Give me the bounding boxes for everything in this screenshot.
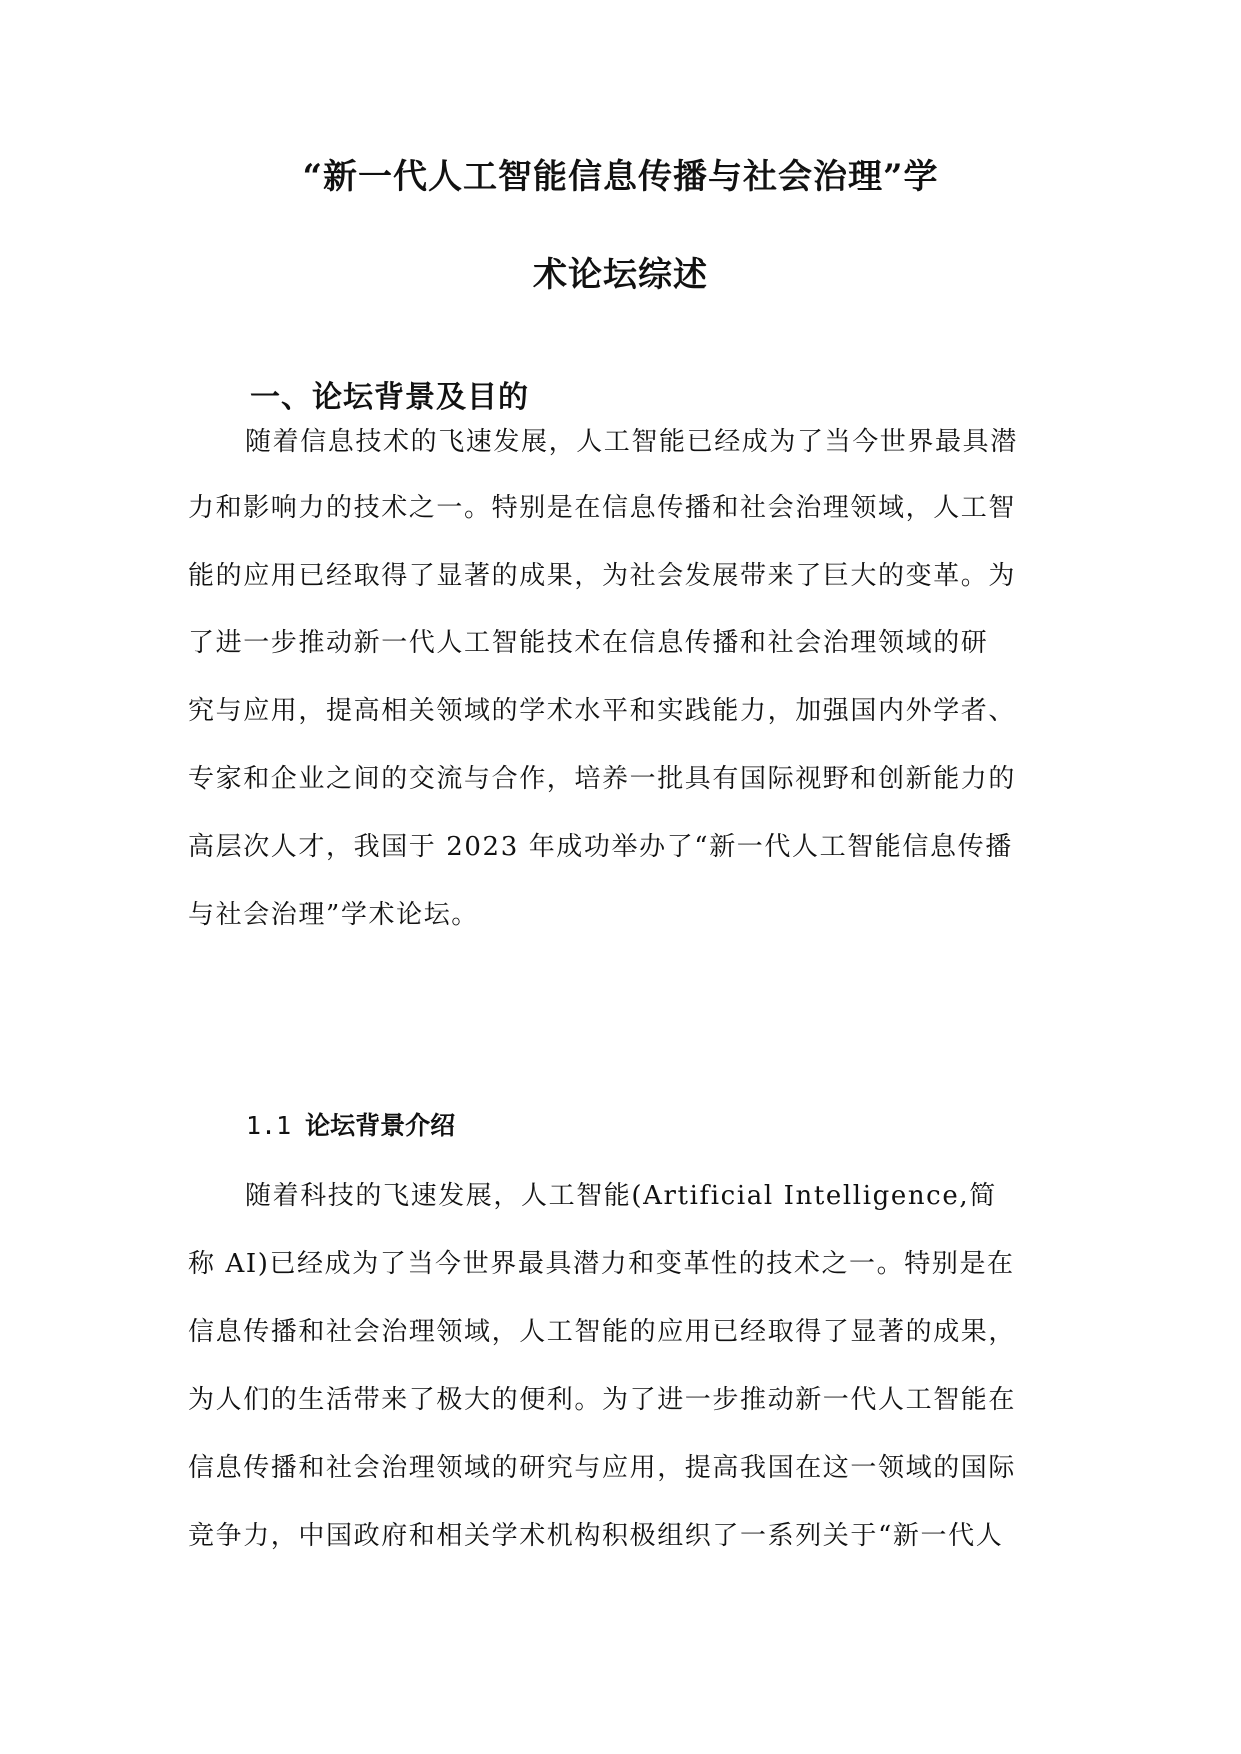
document-title-line-2: 术论坛综述	[533, 255, 708, 295]
subsection-title: 论坛背景介绍	[305, 1111, 456, 1140]
section-heading: 一、论坛背景及目的	[250, 380, 529, 415]
paragraph-line: 能的应用已经取得了显著的成果，为社会发展带来了巨大的变革。为	[188, 561, 1017, 591]
paragraph-line: 力和影响力的技术之一。特别是在信息传播和社会治理领域，人工智	[188, 493, 1017, 523]
paragraph-line: 称 AI)已经成为了当今世界最具潜力和变革性的技术之一。特别是在	[188, 1249, 1015, 1279]
paragraph-line: 为人们的生活带来了极大的便利。为了进一步推动新一代人工智能在	[188, 1385, 1017, 1415]
paragraph-line: 究与应用，提高相关领域的学术水平和实践能力，加强国内外学者、	[188, 696, 1017, 726]
paragraph-line: 信息传播和社会治理领域的研究与应用，提高我国在这一领域的国际	[188, 1453, 1017, 1483]
paragraph-line: 与社会治理”学术论坛。	[188, 900, 479, 930]
paragraph-line: 了进一步推动新一代人工智能技术在信息传播和社会治理领域的研	[188, 628, 989, 658]
document-title-line-1: “新一代人工智能信息传播与社会治理”学	[302, 157, 939, 197]
paragraph-line: 高层次人才，我国于 2023 年成功举办了“新一代人工智能信息传播	[188, 832, 1013, 862]
subsection-number: 1.1	[246, 1111, 292, 1140]
subsection-heading	[246, 1109, 455, 1143]
paragraph-line: 随着信息技术的飞速发展，人工智能已经成为了当今世界最具潜	[245, 427, 1018, 457]
paragraph-line: 随着科技的飞速发展，人工智能(Artificial Intelligence,简	[245, 1181, 997, 1211]
paragraph-line: 专家和企业之间的交流与合作，培养一批具有国际视野和创新能力的	[188, 764, 1017, 794]
paragraph-line: 信息传播和社会治理领域，人工智能的应用已经取得了显著的成果，	[188, 1317, 1017, 1347]
paragraph-line: 竞争力，中国政府和相关学术机构积极组织了一系列关于“新一代人	[188, 1521, 1004, 1551]
